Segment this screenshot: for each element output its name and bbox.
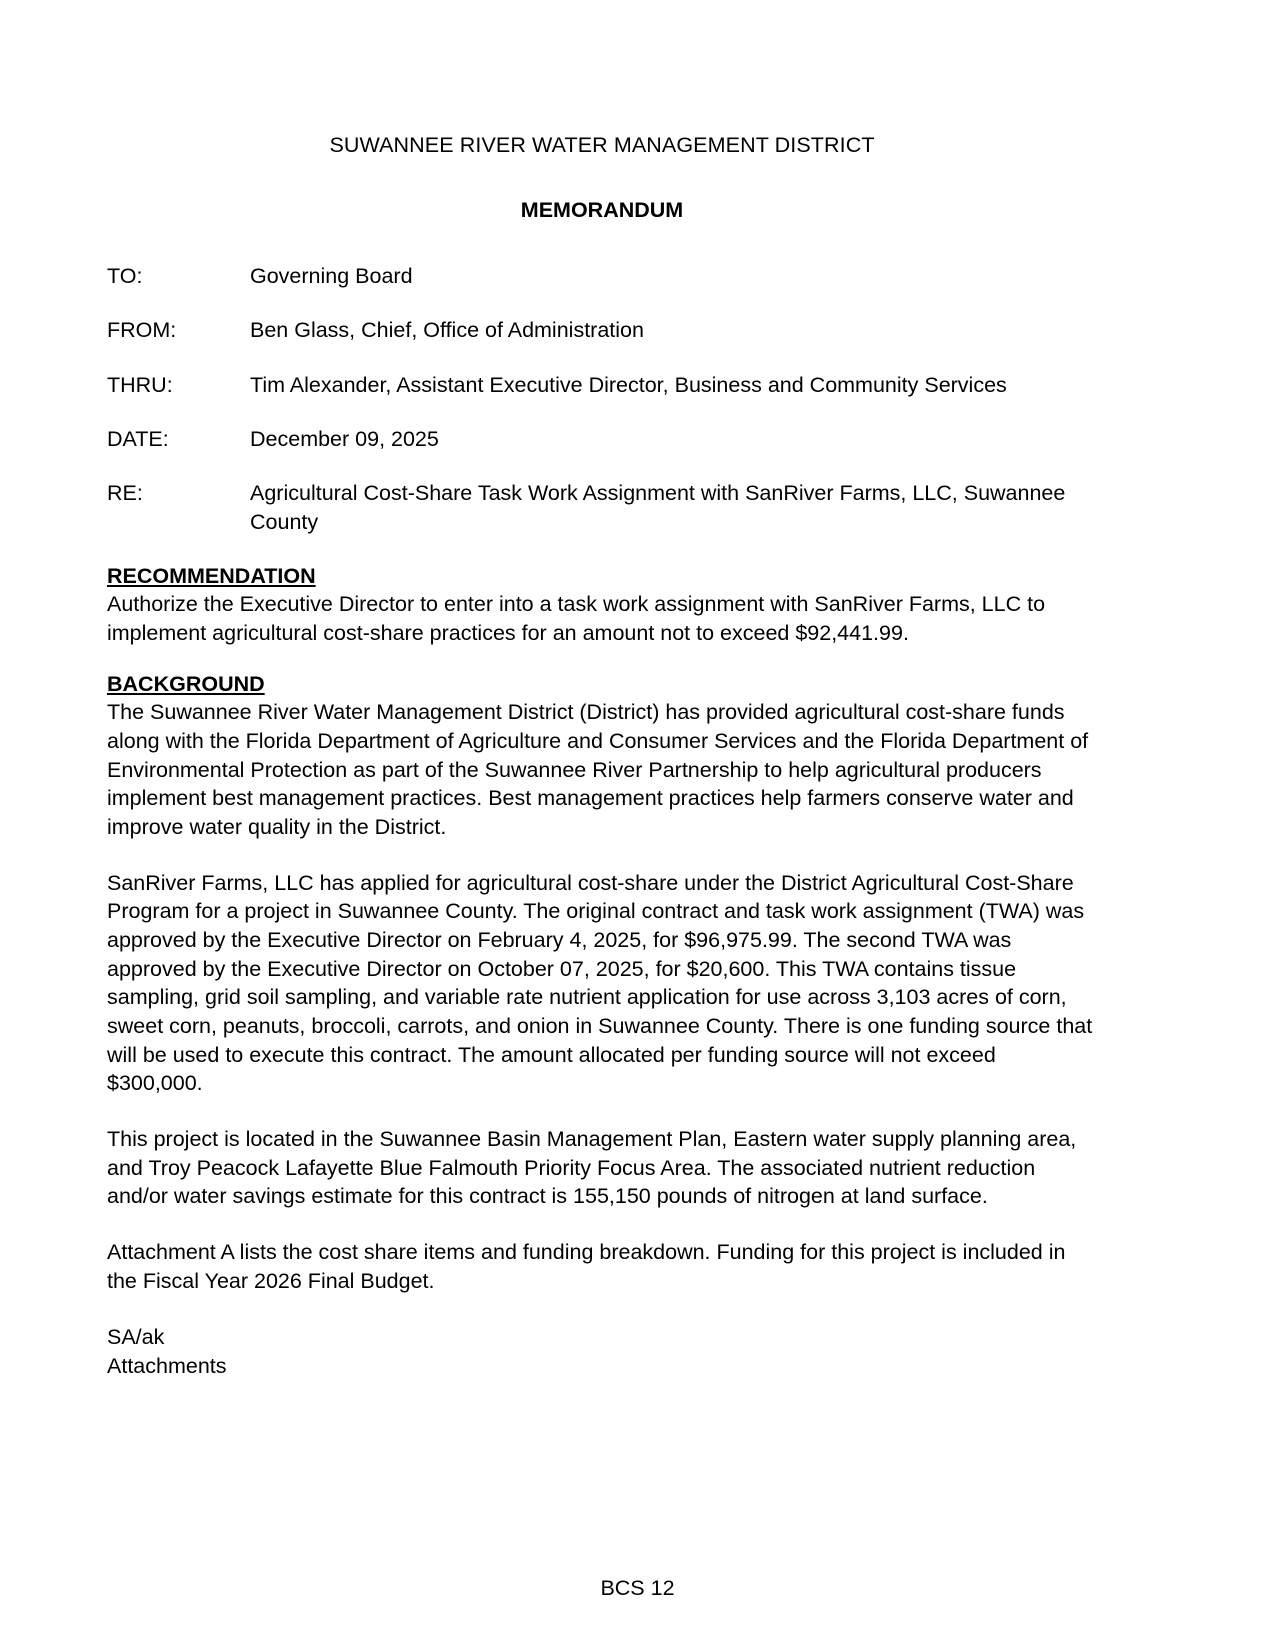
background-paragraph-4: Attachment A lists the cost share items and funding breakdown. Funding for this project is included in the Fiscal Year 2026 Final Budget. (107, 1240, 1066, 1293)
memorandum-title: MEMORANDUM (520, 197, 684, 222)
memo-field-to-value: Governing Board (250, 263, 413, 288)
background-heading: BACKGROUND (107, 671, 265, 696)
organization-title: SUWANNEE RIVER WATER MANAGEMENT DISTRICT (329, 133, 875, 157)
memo-field-re-value: Agricultural Cost-Share Task Work Assignment with SanRiver Farms, LLC, Suwannee County (250, 481, 1066, 534)
signoff-initials: SA/ak (107, 1324, 165, 1349)
page-footer: BCS 12 (600, 1576, 675, 1600)
memo-field-to (107, 262, 1097, 290)
recommendation-heading: RECOMMENDATION (107, 564, 316, 588)
background-paragraph-1: The Suwannee River Water Management District (District) has provided agricultural cost-share funds along with the Florida Department of Agriculture and Consumer Services and the Florida Department of Environmental Protection as part of the Suwannee River Partnership to help agricultural producers implement best management practices. Best management practices help farmers conserve water and improve water quality in the District. (107, 700, 1089, 839)
memo-field-re (107, 479, 1097, 536)
document-body (107, 132, 1097, 1381)
memo-field-from-label: FROM: (107, 318, 177, 343)
memo-field-date-label: DATE: (107, 426, 169, 451)
background-section (107, 670, 1097, 1296)
memo-field-date (107, 425, 1097, 453)
memo-field-re-label: RE: (107, 481, 143, 506)
memo-field-from-value: Ben Glass, Chief, Office of Administration (250, 318, 644, 343)
memo-field-thru-label: THRU: (107, 372, 173, 397)
recommendation-section (107, 562, 1097, 648)
signoff-block (107, 1323, 1097, 1381)
memo-field-thru-value: Tim Alexander, Assistant Executive Director, Business and Community Services (250, 372, 1007, 397)
background-paragraph-2: SanRiver Farms, LLC has applied for agricultural cost-share under the District Agricultural Cost-Share Program for a project in Suwannee County. The original contract and task work assignment (TWA) was approved by the Executive Director on February 4, 2025, for $96,975.99. The second TWA was approved by the Executive Director on October 07, 2025, for $20,600. This TWA contains tissue sampling, grid soil sampling, and variable rate nutrient application for use across 3,103 acres of corn, sweet corn, peanuts, broccoli, carrots, and onion in Suwannee County. There is one funding source that will be used to execute this contract. The amount allocated per funding source will not exceed $300,000. (107, 870, 1093, 1096)
memo-field-date-value: December 09, 2025 (250, 426, 439, 451)
memo-field-to-label: TO: (107, 263, 143, 288)
recommendation-body: Authorize the Executive Director to enter into a task work assignment with SanRiver Farms, LLC to implement agricultural cost-share practices for an amount not to exceed $92,441.99. (107, 592, 1046, 646)
memo-field-thru (107, 371, 1097, 399)
background-paragraph-3: This project is located in the Suwannee Basin Management Plan, Eastern water supply planning area, and Troy Peacock Lafayette Blue Falmouth Priority Focus Area. The associated nutrient reduction and/or water savings estimate for this contract is 155,150 pounds of nitrogen at land surface. (107, 1127, 1077, 1209)
memo-field-from (107, 316, 1097, 344)
signoff-attachments: Attachments (107, 1353, 227, 1378)
